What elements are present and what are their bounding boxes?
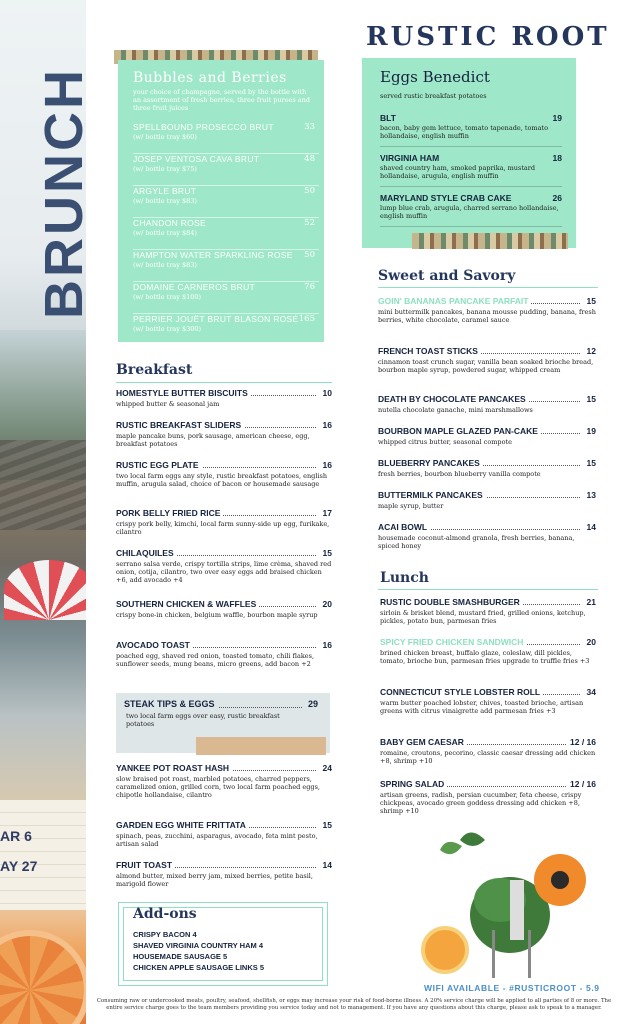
menu-item-head: [380, 687, 596, 698]
menu-item: [116, 508, 332, 536]
torn-paper-tape: [196, 737, 326, 755]
eggs-item: [380, 193, 562, 227]
menu-item-price: 24: [320, 763, 332, 773]
steak-price: 29: [305, 699, 318, 709]
bubbles-item-name: ARGYLE BRUT: [133, 186, 197, 196]
menu-item-desc: housemade coconut-almond granola, fresh berries, banana, spiced honey: [378, 534, 575, 550]
menu-item: [378, 346, 596, 374]
addon-item: SHAVED VIRGINIA COUNTRY HAM 4: [133, 941, 264, 950]
bubbles-item-name: PERRIER JOUËT BRUT BLASON ROSÉ: [133, 314, 299, 324]
menu-item: [116, 460, 332, 488]
bubbles-item: [133, 282, 319, 314]
menu-item-name: BUTTERMILK PANCAKES: [378, 490, 486, 500]
addon-item: HOUSEMADE SAUSAGE 5: [133, 952, 228, 961]
menu-item-name: RUSTIC EGG PLATE: [116, 460, 202, 470]
menu-item: [378, 296, 596, 324]
calendar-text-1: AR 6: [0, 828, 32, 844]
menu-item-name: CHILAQUILES: [116, 548, 177, 558]
bubbles-item-price: 33: [304, 122, 315, 132]
menu-item: [380, 779, 596, 815]
menu-item: [116, 420, 332, 448]
bubbles-item-sub: (w/ bottle tray $75): [133, 165, 197, 173]
menu-item-price: 14: [584, 522, 596, 532]
menu-item-head: [116, 460, 332, 471]
sweet-title: Sweet and Savory: [378, 268, 516, 284]
menu-item-name: ACAI BOWL: [378, 522, 430, 532]
photo-strip: [412, 233, 568, 249]
menu-item-desc: crispy pork belly, kimchi, local farm sunny-side up egg, furikake, cilantro: [116, 520, 330, 536]
menu-item-name: YANKEE POT ROAST HASH: [116, 763, 232, 773]
eggs-item-price: 26: [552, 193, 562, 203]
menu-item-desc: maple pancake buns, pork sausage, american cheese, egg, breakfast potatoes: [116, 432, 310, 448]
brand-title: RUSTIC ROOT: [366, 22, 610, 52]
menu-item-head: [380, 779, 596, 790]
menu-item-desc: crispy bone-in chicken, belgium waffle, bourbon maple syrup: [116, 611, 318, 619]
beach-umbrella-photo: [4, 560, 86, 620]
menu-item-desc: poached egg, shaved red onion, toasted tomato, chili flakes, sunflower seeds, mung beans, micro greens, add bacon +2: [116, 652, 315, 668]
menu-item-desc: romaine, croutons, pecorino, classic caesar dressing add chicken +8, shrimp +10: [380, 749, 596, 765]
menu-item-head: [378, 426, 596, 437]
menu-item: [378, 490, 596, 510]
eggs-item-desc: lump blue crab, arugula, charred serrano hollandaise, english muffin: [380, 204, 559, 220]
menu-item-price: 15: [320, 548, 332, 558]
orange-slice-image: [0, 930, 86, 1024]
menu-item-head: [380, 737, 596, 748]
menu-item: [116, 640, 332, 668]
menu-item-name: RUSTIC DOUBLE SMASHBURGER: [380, 597, 523, 607]
calendar-paper: [0, 800, 86, 910]
bubbles-item: [133, 122, 319, 154]
steak-name: STEAK TIPS & EGGS: [124, 699, 218, 709]
menu-item-desc: artisan greens, radish, persian cucumber, feta cheese, crispy chickpeas, avocado green goddess dressing add chicken +8, shrimp +10: [380, 791, 582, 815]
bubbles-item-name: JOSEP VENTOSA CAVA BRUT: [133, 154, 260, 164]
menu-item-price: 15: [584, 296, 596, 306]
menu-item-desc: maple syrup, butter: [378, 502, 444, 510]
menu-item: [380, 687, 596, 715]
menu-item-name: RUSTIC BREAKFAST SLIDERS: [116, 420, 244, 430]
menu-item-name: FRUIT TOAST: [116, 860, 175, 870]
menu-item-desc: slow braised pot roast, marbled potatoes, charred peppers, caramelized onion, grilled corn, two local farm poached eggs, chipotle hollandaise, cilantro: [116, 775, 320, 799]
steak-desc: two local farm eggs over easy, rustic breakfast potatoes: [126, 712, 280, 728]
bubbles-description: your choice of champagne, served by the bottle with an assortment of fresh berries, three fruit purees and three fruit juices: [133, 88, 311, 112]
breakfast-rule: [116, 382, 332, 383]
bubbles-item-name: CHANDON ROSE: [133, 218, 207, 228]
menu-item-price: 12: [584, 346, 596, 356]
addons-title: Add-ons: [133, 906, 197, 922]
menu-item-price: 15: [584, 458, 596, 468]
menu-item-name: AVOCADO TOAST: [116, 640, 193, 650]
menu-item-price: 13: [584, 490, 596, 500]
eggs-benedict-panel: [362, 58, 576, 248]
menu-item-price: 16: [320, 460, 332, 470]
menu-item-head: [380, 597, 596, 608]
menu-item-head: [116, 820, 332, 831]
menu-item-desc: whipped butter & seasonal jam: [116, 400, 220, 408]
bubbles-item-sub: (w/ bottle tray $83): [133, 197, 197, 205]
menu-item-head: [116, 548, 332, 559]
menu-item-price: 16: [320, 420, 332, 430]
bubbles-item-price: 50: [304, 250, 315, 260]
menu-item-head: [378, 522, 596, 533]
bubbles-item: [133, 218, 319, 250]
bubbles-item: [133, 314, 319, 346]
menu-item-name: BOURBON MAPLE GLAZED PAN-CAKE: [378, 426, 541, 436]
menu-item-price: 20: [320, 599, 332, 609]
bubbles-item-price: 76: [304, 282, 315, 292]
menu-item-price: 21: [584, 597, 596, 607]
eggs-item-name: VIRGINIA HAM: [380, 153, 440, 163]
menu-item-desc: mini buttermilk pancakes, banana mousse pudding, banana, fresh berries, white chocolate, caramel sauce: [378, 308, 596, 324]
road-photo: [0, 440, 86, 530]
sweet-rule: [378, 287, 598, 288]
orange-slice: [423, 928, 467, 972]
eggs-benedict-subtitle: served rustic breakfast potatoes: [380, 92, 487, 100]
menu-item-name: DEATH BY CHOCOLATE PANCAKES: [378, 394, 529, 404]
menu-item: [378, 522, 596, 550]
bubbles-item-sub: (w/ bottle tray $84): [133, 229, 197, 237]
addons-list: [133, 929, 264, 973]
menu-item-desc: sirloin & brisket blend, mustard fried, grilled onions, ketchup, pickles, potato bun, parmesan fries: [380, 609, 586, 625]
bubbles-title: Bubbles and Berries: [133, 70, 287, 86]
ladder-figure: [510, 880, 524, 940]
menu-item-desc: almond butter, mixed berry jam, mixed berries, petite basil, marigold flower: [116, 872, 313, 888]
menu-item-head: [116, 599, 332, 610]
bubbles-item-name: HAMPTON WATER SPARKLING ROSE: [133, 250, 293, 260]
bubbles-item-sub: (w/ bottle tray $60): [133, 133, 197, 141]
menu-item: [116, 388, 332, 408]
menu-item-desc: whipped citrus butter, seasonal compote: [378, 438, 512, 446]
bubbles-item-sub: (w/ bottle tray $83): [133, 261, 197, 269]
bubbles-item: [133, 154, 319, 186]
bubbles-item-price: 50: [304, 186, 315, 196]
menu-item-head: [116, 388, 332, 399]
menu-item: [116, 860, 332, 888]
menu-item-head: [378, 490, 596, 501]
menu-item-head: [378, 346, 596, 357]
menu-item-name: PORK BELLY FRIED RICE: [116, 508, 223, 518]
menu-item-name: SOUTHERN CHICKEN & WAFFLES: [116, 599, 259, 609]
bubbles-item-price: 165: [298, 314, 315, 324]
menu-item-desc: cinnamon toast crunch sugar, vanilla bean soaked brioche bread, bourbon maple syrup, powdered sugar, whipped cream: [378, 358, 594, 374]
menu-item-name: BLUEBERRY PANCAKES: [378, 458, 483, 468]
breakfast-title: Breakfast: [116, 362, 193, 378]
menu-item: [378, 426, 596, 446]
menu-item: [378, 394, 596, 414]
bubbles-item-name: DOMAINE CARNEROS BRUT: [133, 282, 256, 292]
menu-item: [116, 763, 332, 799]
menu-item-desc: serrano salsa verde, crispy tortilla strips, lime crèma, shaved red onion, cotija, cilantro, two over easy eggs add braised chicken +6, add avocado +4: [116, 560, 332, 584]
eggs-item-desc: shaved country ham, smoked paprika, mustard hollandaise, arugula, english muffin: [380, 164, 536, 180]
bubbles-item-price: 48: [304, 154, 315, 164]
addon-item: CHICKEN APPLE SAUSAGE LINKS 5: [133, 963, 264, 972]
bubbles-item: [133, 186, 319, 218]
menu-item-name: CONNECTICUT STYLE LOBSTER ROLL: [380, 687, 543, 697]
eggs-item-desc: bacon, baby gem lettuce, tomato tapenade, tomato hollandaise, english muffin: [380, 124, 548, 140]
menu-item-head: [116, 420, 332, 431]
menu-item: [380, 597, 596, 625]
eggs-item-price: 18: [552, 153, 562, 163]
bubbles-panel: [118, 60, 324, 342]
wifi-notice: WIFI AVAILABLE - #RUSTICROOT - 5.9: [424, 983, 600, 993]
menu-item-price: 12 / 16: [567, 737, 596, 747]
menu-item-head: [116, 860, 332, 871]
menu-item-head: [378, 296, 596, 307]
calendar-text-2: AY 27: [0, 858, 38, 874]
leaf-2: [440, 842, 462, 854]
eggs-benedict-title: Eggs Benedict: [380, 68, 490, 86]
menu-item: [380, 637, 596, 665]
menu-item-desc: nutella chocolate ganache, mini marshmallows: [378, 406, 533, 414]
menu-item-desc: spinach, peas, zucchini, asparagus, avocado, feta mint pesto, artisan salad: [116, 832, 318, 848]
ladder-left: [492, 930, 495, 978]
menu-item-head: [116, 640, 332, 651]
menu-item-price: 34: [584, 687, 596, 697]
bubbles-item-name: SPELLBOUND PROSECCO BRUT: [133, 122, 274, 132]
menu-item-head: [380, 637, 596, 648]
menu-item: [380, 737, 596, 765]
menu-item-head: [116, 508, 332, 519]
menu-item: [378, 458, 596, 478]
menu-item: [116, 820, 332, 848]
menu-item-price: 10: [320, 388, 332, 398]
menu-item-head: [116, 763, 332, 774]
menu-item-desc: fresh berries, bourbon blueberry vanilla compote: [378, 470, 541, 478]
menu-item-price: 15: [320, 820, 332, 830]
bubbles-item-sub: (w/ bottle tray $100): [133, 293, 202, 301]
menu-item-desc: two local farm eggs any style, rustic breakfast potatoes, english muffin, arugula salad, choice of bacon or housemade sausage: [116, 472, 327, 488]
addons-box: [118, 902, 328, 986]
menu-item-name: BABY GEM CAESAR: [380, 737, 467, 747]
menu-item-name: GARDEN EGG WHITE FRITTATA: [116, 820, 249, 830]
lunch-title: Lunch: [380, 570, 429, 586]
menu-item: [116, 548, 332, 584]
menu-item-desc: brined chicken breast, buffalo glaze, coleslaw, dill pickles, tomato, brioche bun, parmesan fries upgrade to truffle fries +3: [380, 649, 590, 665]
menu-item-name: SPICY FRIED CHICKEN SANDWICH: [380, 637, 526, 647]
bubbles-item-sub: (w/ bottle tray $300): [133, 325, 202, 333]
lunch-rule: [378, 589, 598, 590]
menu-item-price: 12 / 16: [567, 779, 596, 789]
menu-item-desc: warm butter poached lobster, chives, toasted brioche, artisan greens with citrus vinaigrette add parmesan fries +3: [380, 699, 584, 715]
menu-item-price: 14: [320, 860, 332, 870]
footer-disclaimer: Consuming raw or undercooked meats, poultry, seafood, shellfish, or eggs may increase your risk of food-borne illness. A 20% service charge will be applied to all parties of 8 or more. The entire service charge goes to the team members providing you service today and not to management. If you have any questions about this charge, please ask to speak to a manager.: [96, 998, 612, 1011]
menu-item-head: [378, 394, 596, 405]
menu-item-name: SPRING SALAD: [380, 779, 447, 789]
eggs-item: [380, 113, 562, 147]
menu-item-price: 19: [584, 426, 596, 436]
bubbles-item: [133, 250, 319, 282]
flower-center: [551, 871, 569, 889]
eggs-item: [380, 153, 562, 187]
menu-item: [116, 599, 332, 619]
menu-item-price: 17: [320, 508, 332, 518]
ladder-right: [528, 930, 531, 978]
eggs-item-name: BLT: [380, 113, 396, 123]
bubbles-item-price: 52: [304, 218, 315, 228]
menu-item-price: 20: [584, 637, 596, 647]
leaf-1: [460, 833, 485, 847]
eggs-item-price: 19: [552, 113, 562, 123]
menu-item-price: 15: [584, 394, 596, 404]
menu-item-name: FRENCH TOAST STICKS: [378, 346, 481, 356]
menu-item-name: HOMESTYLE BUTTER BISCUITS: [116, 388, 251, 398]
addon-item: CRISPY BACON 4: [133, 930, 197, 939]
menu-item-head: [378, 458, 596, 469]
vertical-title: BRUNCH: [34, 67, 94, 319]
menu-item-name: GOIN' BANANAS PANCAKE PARFAIT: [378, 296, 531, 306]
eggs-item-name: MARYLAND STYLE CRAB CAKE: [380, 193, 512, 203]
menu-item-price: 16: [320, 640, 332, 650]
flower-collage-image: [400, 820, 590, 980]
